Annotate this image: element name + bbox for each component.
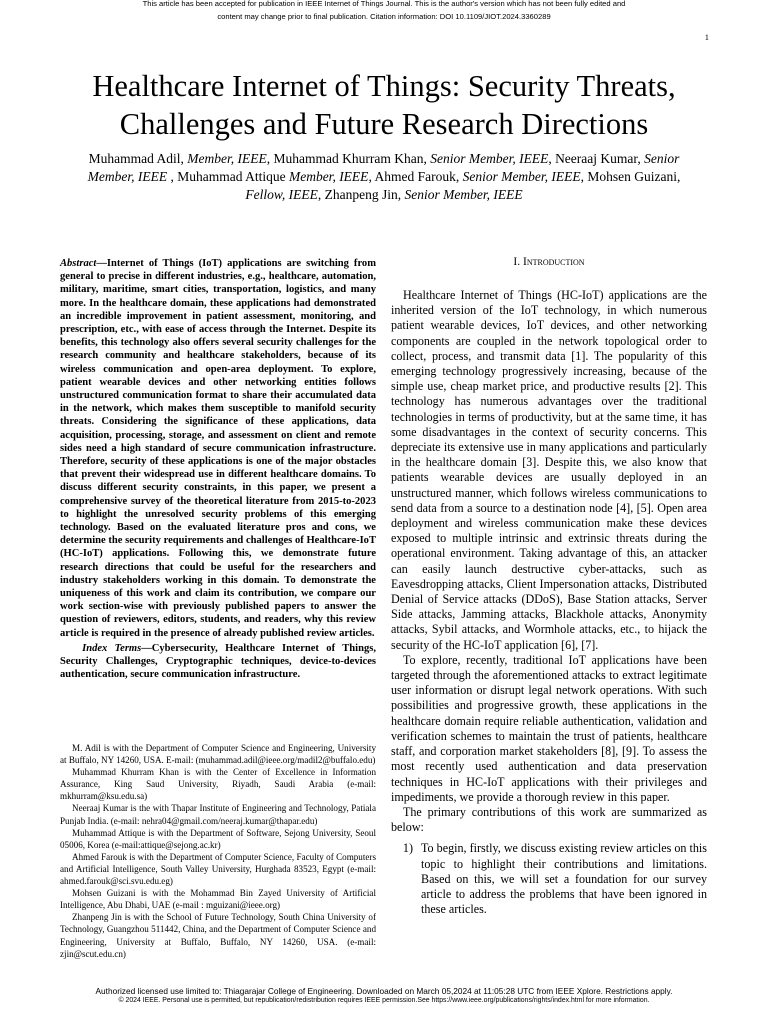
author-name: Mohsen Guizani [587, 169, 678, 184]
author-name: Muhammad Attique [177, 169, 286, 184]
author-name: Neeraaj Kumar [555, 151, 638, 166]
author-name: Muhammad Khurram Khan [273, 151, 424, 166]
author-role: Senior Member, IEEE [404, 187, 523, 202]
abstract [60, 257, 376, 640]
paragraph: The primary contributions of this work are summarized as below: [391, 804, 707, 835]
footnote: Muhammad Attique is with the Department of Software, Sejong University, Seoul 05006, Korea (e-mail:attique@sejong.ac.kr) [60, 827, 376, 850]
license-footer: Authorized licensed use limited to: Thiagarajar College of Engineering. Downloaded on March 05,2024 at 11:05:28 UTC from IEEE Xplore. Restrictions apply. [95, 986, 673, 996]
paragraph: Healthcare Internet of Things (HC-IoT) applications are the inherited version of the IoT technology, in which numerous patient wearable devices, IoT devices, and other networking components are coupled in the network topological order to collect, process, and transmit data [1]. The popularity of this emerging technology progressively increasing, because of the simple use, cheap market price, and productive results [2]. This technology has numerous advantages over the traditional technologies in terms of productivity, but at the same time, it has some disadvantages in the context of security concerns. This depreciate its extensive use in many applications and particularly in the healthcare domain [3]. Despite this, we also know that patients wearable devices are usually deployed in an unstructured manner, which follows wireless communications to send data from a source to a destination node [4], [5]. Open area deployment and wireless communication make these devices exposed to multiple intrinsic and extrinsic threats during the operational environment. Taking advantage of this, an attacker can easily launch destructive cyber-attacks, such as Eavesdropping attacks, Client Impersonation attacks, Distributed Denial of Service attacks (DDoS), Base Station attacks, Server Side attacks, Jamming attacks, Blackhole attacks, Anonymity attacks, Sybil attacks, and Wormhole attacks, etc., to hijack the security of the HC-IoT application [6], [7]. [391, 288, 707, 652]
footnote: Zhanpeng Jin is with the School of Future Technology, South China University of Technology, Guangzhou 511442, China, and the Department of Computer Science and Engineering, University at Buffalo, Buffalo, NY 14260, USA. (e-mail: zjin@scut.edu.cn) [60, 912, 376, 959]
paragraph: To explore, recently, traditional IoT applications have been targeted through the aforementioned attacks to extract legitimate user information or disrupt legal network operations. With such possibilities and progressive growth, these applications in the healthcare domain require reliable authentication, validation and verification schemes to maintain the trust of patients, healthcare staff, and corporation market stakeholders [8], [9]. To assess the most recently used authentication and data preservation techniques in HC-IoT applications with their privileges and impediments, we provide a thorough review in this paper. [391, 652, 707, 804]
paper-title [40, 67, 728, 143]
list-item [391, 841, 707, 917]
section-heading [391, 255, 707, 269]
abstract-label: Abstract [60, 258, 97, 269]
index-terms [60, 642, 376, 682]
author-affiliations [60, 742, 376, 960]
author-role: Senior Member, IEEE [462, 169, 581, 184]
banner-line-2: content may change prior to final publication. Citation information: DOI 10.1109/JIOT.2024.3360289 [217, 12, 551, 21]
index-terms-label: Index Terms [82, 642, 142, 654]
footnote: M. Adil is with the Department of Computer Science and Engineering, University at Buffalo, NY 14260, USA. E-mail: (muhammad.adil@ieee.org/madil2@buffalo.edu) [60, 743, 376, 766]
list-item-text: To begin, firstly, we discuss existing review articles on this topic to highlight their contributions and limitations. Based on this, we will set a foundation for our survey article to address the problems that have been ignored in these articles. [421, 841, 707, 917]
footnote: Ahmed Farouk is with the Department of Computer Science, Faculty of Computers and Artificial Intelligence, South Valley University, Hurghada 83523, Egypt (e-mail: ahmed.farouk@sci.svu.edu.eg) [60, 851, 376, 887]
title-line-1: Healthcare Internet of Things: Security Threats, [92, 69, 676, 103]
page-number: 1 [704, 32, 709, 42]
contributions-list [391, 841, 707, 917]
right-column [391, 257, 707, 917]
footnote: Muhammad Khurram Khan is with the Center of Excellence in Information Assurance, King Saud University, Riyadh, Saudi Arabia (e-mail: mkhurram@ksu.edu.sa) [60, 767, 376, 802]
author-role: Senior Member, IEEE [430, 151, 549, 166]
index-terms-text: —Cybersecurity, Healthcare Internet of Things, Security Challenges, Cryptographic techniques, device-to-devices authentication, secure communication infrastructure. [60, 642, 376, 681]
author-role: Senior Member, IEEE [87, 151, 680, 184]
list-item-number: 1) [402, 841, 413, 856]
author-name: Ahmed Farouk [374, 169, 456, 184]
copyright-footer: © 2024 IEEE. Personal use is permitted, but republication/redistribution requires IEEE permission.See https://www.ieee.org/publications/rights/index.html for more information. [118, 997, 650, 1004]
section-numeral: I. [513, 256, 521, 268]
publication-banner [100, 0, 668, 23]
banner-line-1: This article has been accepted for publication in IEEE Internet of Things Journal. This is the author's version which has not been fully edited and [142, 0, 626, 8]
abstract-text: —Internet of Things (IoT) applications are switching from general to precise in different industries, e.g., healthcare, automation, military, maritime, smart cities, transportation, logistics, and many more. In the healthcare domain, these applications had demonstrated an incredible improvement in patient assessment, monitoring, and prescription, etc., with ease of access through the Internet. Despite its benefits, this technology also offers several security challenges for the research community and healthcare stakeholders, because of its wireless communication and open-area deployment. To explore, patient wearable devices and other networking entities follows unstructured communication format to share their accumulated data in the network, which makes them susceptible to manifold security threats. Considering the significance of these applications, data acquisition, processing, storage, and assessment on client and remote sides need a high standard of secure communication infrastructure. Therefore, security of these applications is one of the major obstacles that prevent their widespread use in different healthcare domains. To discuss different security constraints, in this paper, we present a comprehensive survey of the theoretical literature from 2015-to-2023 to highlight the unresolved security problems of this emerging technology. Based on the evaluated literature pros and cons, we determine the security requirements and challenges of Healthcare-IoT (HC-IoT) applications. Following this, we demonstrate future research directions that could be useful for the researchers and industry stakeholders working in this domain. To demonstrate the uniqueness of this work and claim its contribution, we compare our work section-wise with previously published papers to answer the question of reviewers, editors, students, and readers, why this review article is required in the presence of already published review articles. [60, 258, 376, 639]
author-name: Zhanpeng Jin [324, 187, 398, 202]
title-line-2: Challenges and Future Research Directions [119, 107, 649, 141]
author-role: Member, IEEE [288, 169, 369, 184]
introduction-body [391, 288, 707, 835]
section-title: Introduction [522, 256, 585, 268]
footnote: Mohsen Guizani is with the Mohammad Bin Zayed University of Artificial Intelligence, Abu Dhabi, UAE (e-mail : mguizani@ieee.org) [60, 888, 376, 911]
author-role: Fellow, IEEE [245, 187, 318, 202]
author-role: Member, IEEE [187, 151, 267, 166]
left-column [60, 257, 376, 682]
author-list: Muhammad Adil, Member, IEEE, Muhammad Khurram Khan, Senior Member, IEEE, Neeraaj Kumar, Senior Member, IEEE , Muhammad Attique Member, IEEE, Ahmed Farouk, Senior Member, IEEE, Mohsen Guizani, Fellow, IEEE, Zhanpeng Jin, Senior Member, IEEE [87, 151, 681, 202]
author-name: Muhammad Adil [88, 151, 181, 166]
footnote: Neeraaj Kumar is the with Thapar Institute of Engineering and Technology, Patiala Punjab India. (e-mail: nehra04@gmail.com/neeraj.kumar@thapar.edu) [60, 803, 376, 826]
